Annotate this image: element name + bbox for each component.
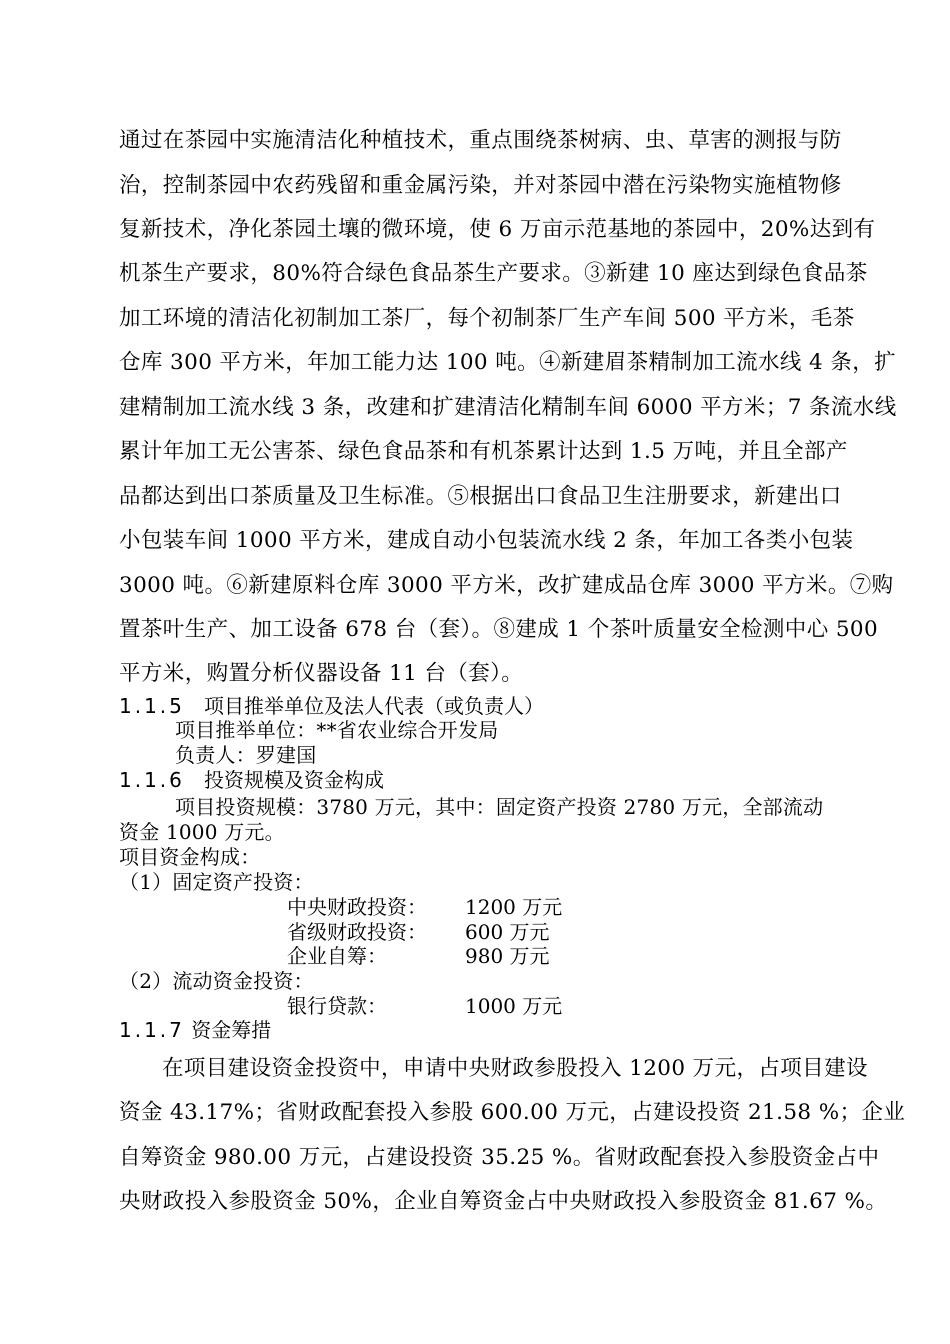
funding-paragraph-line: 央财政投入参股资金 50%，企业自筹资金占中央财政投入参股资金 81.67 %。: [119, 1189, 888, 1214]
flow-capital-label: （2）流动资金投资：: [119, 969, 314, 993]
intro-line: 小包装车间 1000 平方米，建成自动小包装流水线 2 条，年加工各类小包装: [119, 528, 854, 553]
intro-line: 复新技术，净化茶园土壤的微环境，使 6 万亩示范基地的茶园中，20%达到有: [119, 217, 876, 242]
intro-line: 品都达到出口茶质量及卫生标准。⑤根据出口食品卫生注册要求，新建出口: [119, 484, 842, 509]
fixed-asset-item: [287, 920, 550, 944]
intro-line: 累计年加工无公害茶、绿色食品茶和有机茶累计达到 1.5 万吨，并且全部产: [119, 439, 848, 464]
responsible-person: 负责人：罗建国: [175, 743, 317, 767]
item-name: 银行贷款：: [287, 994, 387, 1018]
intro-line: 建精制加工流水线 3 条，改建和扩建清洁化精制车间 6000 平方米；7 条流水线: [119, 395, 897, 420]
item-amount: 980 万元: [465, 944, 550, 968]
intro-line: 置茶叶生产、加工设备 678 台（套）。⑧建成 1 个茶叶质量安全检测中心 500: [119, 617, 879, 642]
section-number: 1.1.5: [119, 694, 185, 718]
section-number: 1.1.6: [119, 768, 185, 792]
item-amount: 1200 万元: [465, 895, 563, 919]
section-heading-1-1-5: [119, 694, 544, 718]
item-name: 中央财政投资：: [287, 895, 427, 919]
section-heading-1-1-7: [119, 1018, 271, 1042]
section-title: 资金筹措: [191, 1018, 272, 1042]
item-amount: 1000 万元: [465, 994, 563, 1018]
fixed-asset-item: [287, 895, 562, 919]
funding-paragraph-line: 资金 43.17%；省财政配套投入参股 600.00 万元，占建设投资 21.58 %；企业: [119, 1100, 906, 1125]
funding-paragraph-line: 自筹资金 980.00 万元，占建设投资 35.25 %。省财政配套投入参股资金占中: [119, 1145, 880, 1170]
item-amount: 600 万元: [465, 920, 550, 944]
section-number: 1.1.7: [119, 1018, 185, 1042]
intro-line: 平方米，购置分析仪器设备 11 台（套）。: [119, 661, 524, 686]
recommending-unit: 项目推举单位：**省农业综合开发局: [175, 718, 499, 742]
composition-label: 项目资金构成：: [119, 845, 261, 869]
intro-line: 通过在茶园中实施清洁化种植技术，重点围绕茶树病、虫、草害的测报与防: [119, 128, 842, 153]
flow-capital-item: [287, 994, 562, 1018]
item-name: 企业自筹：: [287, 944, 387, 968]
fixed-asset-label: （1）固定资产投资：: [119, 870, 314, 894]
funding-paragraph-line: 在项目建设资金投资中，申请中央财政参股投入 1200 万元，占项目建设: [162, 1056, 868, 1081]
investment-scale-line: 资金 1000 万元。: [119, 820, 285, 844]
section-title: 项目推举单位及法人代表（或负责人）: [203, 694, 544, 718]
intro-line: 3000 吨。⑥新建原料仓库 3000 平方米，改扩建成品仓库 3000 平方米。⑦购: [119, 573, 894, 598]
intro-line: 加工环境的清洁化初制加工茶厂，每个初制茶厂生产车间 500 平方米，毛茶: [119, 306, 855, 331]
intro-line: 治，控制茶园中农药残留和重金属污染，并对茶园中潜在污染物实施植物修: [119, 173, 842, 198]
item-name: 省级财政投资：: [287, 920, 427, 944]
fixed-asset-item: [287, 944, 550, 968]
intro-line: 机茶生产要求，80%符合绿色食品茶生产要求。③新建 10 座达到绿色食品茶: [119, 261, 868, 286]
section-heading-1-1-6: [119, 768, 384, 792]
investment-scale-line: 项目投资规模：3780 万元，其中：固定资产投资 2780 万元，全部流动: [175, 795, 824, 819]
section-title: 投资规模及资金构成: [203, 768, 384, 792]
intro-line: 仓库 300 平方米，年加工能力达 100 吨。④新建眉茶精制加工流水线 4 条，扩: [119, 350, 897, 375]
